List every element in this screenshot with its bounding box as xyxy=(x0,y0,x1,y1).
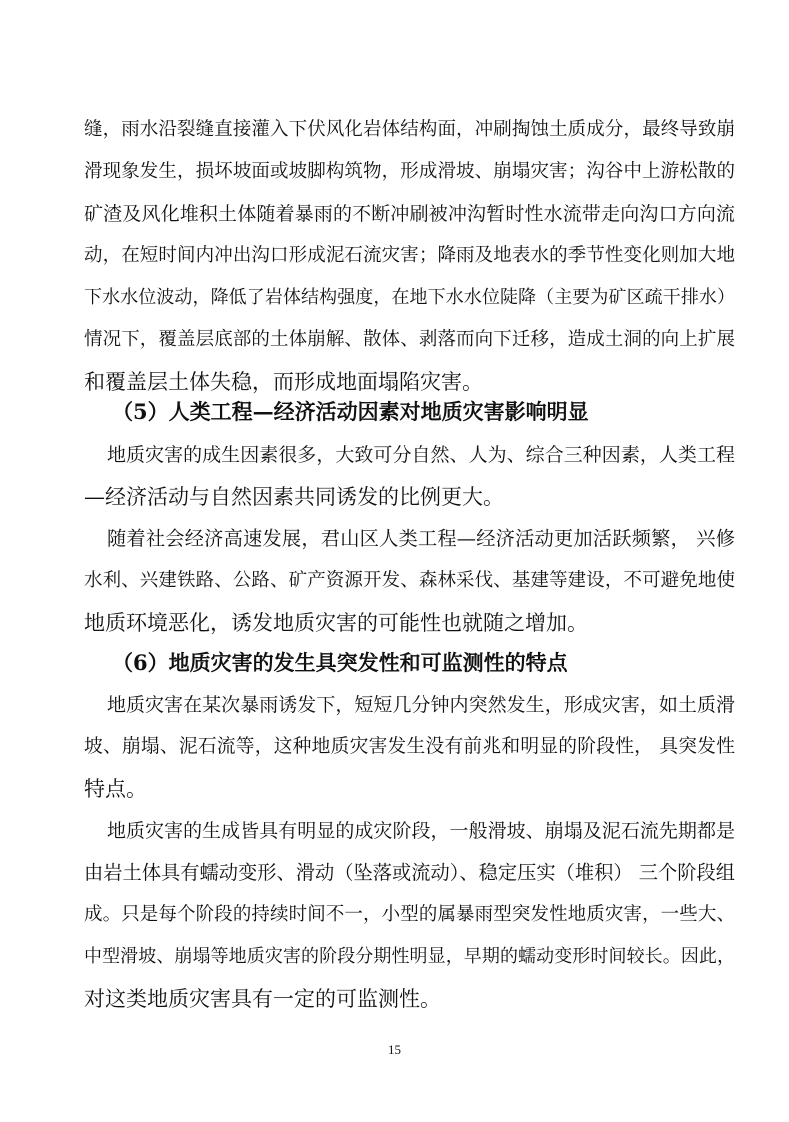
text-line: 随着社会经济高速发展，君山区人类工程—经济活动更加活跃频繁， 兴修 xyxy=(107,527,735,550)
text-line: 滑现象发生，损坏坡面或坡脚构筑物，形成滑坡、崩塌灾害；沟谷中上游松散的 xyxy=(84,161,735,182)
text-line: 情况下，覆盖层底部的土体崩解、散体、剥落而向下迁移，造成土洞的向上扩展 xyxy=(84,329,735,350)
page-number: 15 xyxy=(388,1042,401,1057)
text-line: 下水水位波动，降低了岩体结构强度，在地下水水位陡降（主要为矿区疏干排水） xyxy=(84,287,735,308)
text-line: 缝，雨水沿裂缝直接灌入下伏风化岩体结构面，冲刷掏蚀土质成分，最终导致崩 xyxy=(84,119,735,140)
heading-text: （5）人类工程—经济活动因素对地质灾害影响明显 xyxy=(112,399,589,424)
text-line: 地质灾害的生成皆具有明显的成灾阶段，一般滑坡、崩塌及泥石流先期都是 xyxy=(107,820,735,842)
text-line: 对这类地质灾害具有一定的可监测性。 xyxy=(84,987,441,1011)
text-line: 地质环境恶化，诱发地质灾害的可能性也就随之增加。 xyxy=(84,611,588,635)
text-line: —经济活动与自然因素共同诱发的比例更大。 xyxy=(84,485,504,509)
text-line: 由岩土体具有蠕动变形、滑动（坠落或流动）、稳定压实（堆积） 三个阶段组 xyxy=(84,861,735,884)
heading-text: （6）地质灾害的发生具突发性和可监测性的特点 xyxy=(112,650,568,675)
text-line: 地质灾害在某次暴雨诱发下，短短几分钟内突然发生，形成灾害，如土质滑 xyxy=(107,694,735,716)
text-line: 和覆盖层土体失稳，而形成地面塌陷灾害。 xyxy=(84,370,483,394)
text-line: 特点。 xyxy=(84,777,147,801)
text-line: 动，在短时间内冲出沟口形成泥石流灾害；降雨及地表水的季节性变化则加大地 xyxy=(84,245,735,266)
text-line: 中型滑坡、崩塌等地质灾害的阶段分期性明显，早期的蠕动变形时间较长。因此， xyxy=(84,946,735,967)
text-line: 水利、兴建铁路、公路、矿产资源开发、森林采伐、基建等建设，不可避免地使 xyxy=(84,570,735,591)
text-line: 矿渣及风化堆积土体随着暴雨的不断冲刷被冲沟暂时性水流带走向沟口方向流 xyxy=(84,203,735,225)
text-line: 成。只是每个阶段的持续时间不一，小型的属暴雨型突发性地质灾害，一些大、 xyxy=(84,904,735,925)
text-line: 坡、崩塌、泥石流等，这种地质灾害发生没有前兆和明显的阶段性， 具突发性 xyxy=(84,736,735,757)
text-line: 地质灾害的成生因素很多，大致可分自然、人为、综合三种因素，人类工程 xyxy=(107,444,735,466)
